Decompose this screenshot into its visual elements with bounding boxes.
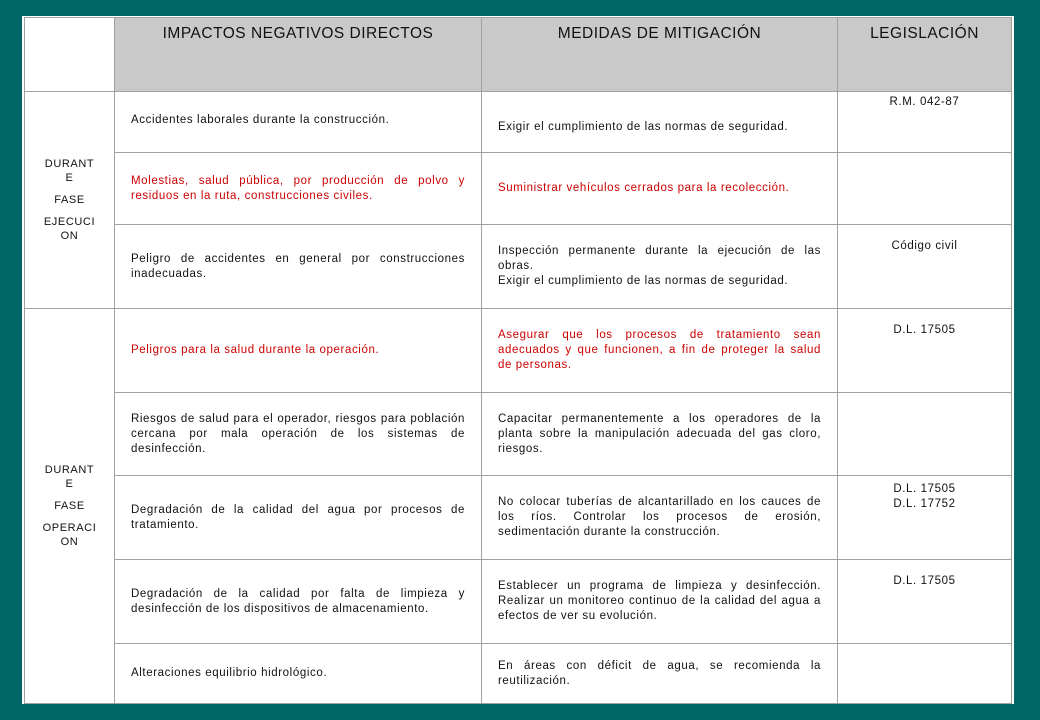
table-row [25, 560, 1012, 644]
header-phase [25, 18, 115, 92]
table-row [25, 309, 1012, 393]
law-cell [838, 309, 1012, 393]
document-sheet [22, 16, 1014, 704]
phase-text: ON [60, 230, 79, 242]
phase-cell-operation [25, 309, 115, 704]
impact-cell: Peligro de accidentes en general por construcciones inadecuadas. [115, 225, 482, 309]
table-row [25, 92, 1012, 153]
table-row [25, 644, 1012, 704]
table-row [25, 393, 1012, 476]
measure-cell: Inspección permanente durante la ejecución de las obras. Exigir el cumplimiento de las normas de seguridad. [482, 225, 838, 309]
header-impacts: IMPACTOS NEGATIVOS DIRECTOS [115, 18, 482, 92]
header-row [25, 18, 1012, 92]
impact-table [24, 17, 1012, 704]
law-cell [838, 92, 1012, 153]
measure-cell: No colocar tuberías de alcantarillado en los cauces de los ríos. Controlar los procesos de erosión, sedimentación durante la construcción. [482, 476, 838, 560]
law-cell [838, 644, 1012, 704]
table-row [25, 225, 1012, 309]
phase-text: EJECUCI [43, 216, 96, 228]
impact-cell: Peligros para la salud durante la operación. [115, 309, 482, 393]
phase-text: DURANT [44, 464, 95, 476]
law-text: D.L. 17505 [893, 575, 956, 587]
law-cell [838, 153, 1012, 225]
law-text: D.L. 17752 [893, 498, 956, 510]
phase-text: ON [60, 536, 79, 548]
phase-text: FASE [54, 500, 85, 512]
header-legislation: LEGISLACIÓN [838, 18, 1012, 92]
phase-text: DURANT [44, 158, 95, 170]
impact-cell: Alteraciones equilibrio hidrológico. [115, 644, 482, 704]
header-measures: MEDIDAS DE MITIGACIÓN [482, 18, 838, 92]
law-cell [838, 476, 1012, 560]
law-cell [838, 393, 1012, 476]
phase-text: E [65, 172, 74, 184]
measure-cell: Suministrar vehículos cerrados para la recolección. [482, 153, 838, 225]
law-cell [838, 225, 1012, 309]
measure-cell: En áreas con déficit de agua, se recomienda la reutilización. [482, 644, 838, 704]
law-text: D.L. 17505 [893, 324, 956, 336]
law-text: D.L. 17505 [893, 483, 956, 495]
impact-cell: Accidentes laborales durante la construcción. [115, 92, 482, 153]
measure-cell: Capacitar permanentemente a los operadores de la planta sobre la manipulación adecuada del gas cloro, riesgos. [482, 393, 838, 476]
impact-cell: Riesgos de salud para el operador, riesgos para población cercana por mala operación de los sistemas de desinfección. [115, 393, 482, 476]
law-text: Código civil [891, 240, 958, 252]
measure-cell: Exigir el cumplimiento de las normas de seguridad. [482, 92, 838, 153]
phase-cell-execution [25, 92, 115, 309]
impact-cell: Degradación de la calidad por falta de limpieza y desinfección de los dispositivos de almacenamiento. [115, 560, 482, 644]
table-row [25, 153, 1012, 225]
law-cell [838, 560, 1012, 644]
table-row [25, 476, 1012, 560]
phase-text: E [65, 478, 74, 490]
phase-text: OPERACI [42, 522, 97, 534]
phase-text: FASE [54, 194, 85, 206]
measure-cell: Asegurar que los procesos de tratamiento sean adecuados y que funcionen, a fin de proteger la salud de personas. [482, 309, 838, 393]
measure-cell: Establecer un programa de limpieza y desinfección. Realizar un monitoreo continuo de la calidad del agua a efectos de ver su evolución. [482, 560, 838, 644]
impact-cell: Degradación de la calidad del agua por procesos de tratamiento. [115, 476, 482, 560]
law-text: R.M. 042-87 [889, 96, 960, 108]
impact-cell: Molestias, salud pública, por producción de polvo y residuos en la ruta, construcciones civiles. [115, 153, 482, 225]
